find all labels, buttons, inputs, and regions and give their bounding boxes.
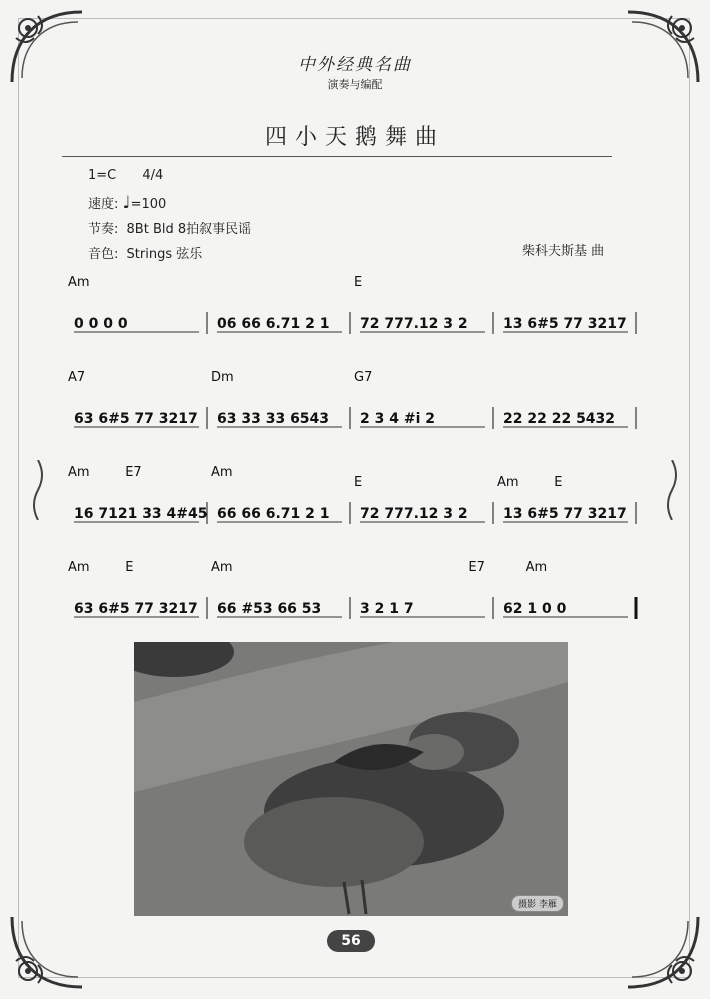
voice-label: 音色: (88, 247, 119, 262)
chord-label: Am (525, 560, 548, 575)
rhythm-value: 8Bt Bld 8拍叙事民谣 (126, 222, 252, 237)
measure-notes: 63 6#5 77 3217 (74, 601, 198, 617)
voice-value: Strings 弦乐 (126, 247, 203, 262)
chord-label: E (554, 475, 563, 490)
voice-line (88, 243, 202, 262)
chord-label: E7 (125, 465, 142, 480)
chord-label: A7 (68, 370, 86, 385)
measure-notes: 62 1 0 0 (503, 601, 567, 617)
measure-notes: 13 6#5 77 3217 (503, 316, 627, 332)
rhythm-label: 节奏: (88, 222, 119, 237)
key-signature-line (88, 168, 163, 183)
measure-notes: 66 #53 66 53 (217, 601, 322, 617)
measure-notes: 63 33 33 6543 (217, 411, 330, 427)
chord-label: Am (68, 560, 90, 575)
measure-notes: 2 3 4 #i 2 (360, 411, 435, 427)
measure-notes: 72 777.12 3 2 (360, 316, 468, 332)
measure-notes: 16 7121 33 4#45 (74, 506, 208, 522)
rhythm-line (88, 218, 251, 237)
chord-label: Dm (211, 370, 234, 385)
tempo-value: =100 (130, 197, 167, 212)
chord-label: Am (68, 465, 90, 480)
photo-credit: 摄影 李雁 (511, 895, 564, 912)
ducks-image (134, 642, 568, 916)
title-divider (62, 156, 612, 157)
chord-label: Am (68, 275, 90, 290)
measure-notes: 22 22 22 5432 (503, 411, 616, 427)
measure-notes: 3 2 1 7 (360, 601, 414, 617)
chord-label: E (125, 560, 134, 575)
side-ornament-icon (662, 460, 682, 520)
corner-ornament-icon (8, 913, 86, 991)
key-signature: 1=C (88, 168, 117, 183)
song-title: 四小天鹅舞曲 (264, 125, 445, 150)
corner-ornament-icon (624, 913, 702, 991)
tempo-line (88, 193, 166, 213)
tempo-label: 速度: (88, 197, 119, 212)
time-signature: 4/4 (142, 168, 164, 183)
series-title: 中外经典名曲 (298, 55, 412, 75)
measure-notes: 0 0 0 0 (74, 316, 128, 332)
composer-credit: 柴科夫斯基 曲 (522, 244, 605, 259)
chord-label: E (354, 475, 363, 490)
series-subtitle: 演奏与编配 (327, 78, 383, 91)
quarter-note-icon: ♩ (122, 193, 131, 213)
ducks-photo (134, 642, 568, 916)
measure-notes: 66 66 6.71 2 1 (217, 506, 330, 522)
chord-label: Am (211, 465, 233, 480)
numbered-score (60, 270, 650, 630)
page-header (0, 50, 710, 92)
side-ornament-icon (28, 460, 48, 520)
measure-notes: 06 66 6.71 2 1 (217, 316, 330, 332)
chord-label: Am (497, 475, 519, 490)
measure-notes: 13 6#5 77 3217 (503, 506, 627, 522)
chord-label: E7 (468, 560, 485, 575)
chord-label: E (354, 275, 363, 290)
measure-notes: 72 777.12 3 2 (360, 506, 468, 522)
chord-label: G7 (354, 370, 373, 385)
page-number: 56 (327, 930, 375, 952)
chord-label: Am (211, 560, 233, 575)
measure-notes: 63 6#5 77 3217 (74, 411, 198, 427)
